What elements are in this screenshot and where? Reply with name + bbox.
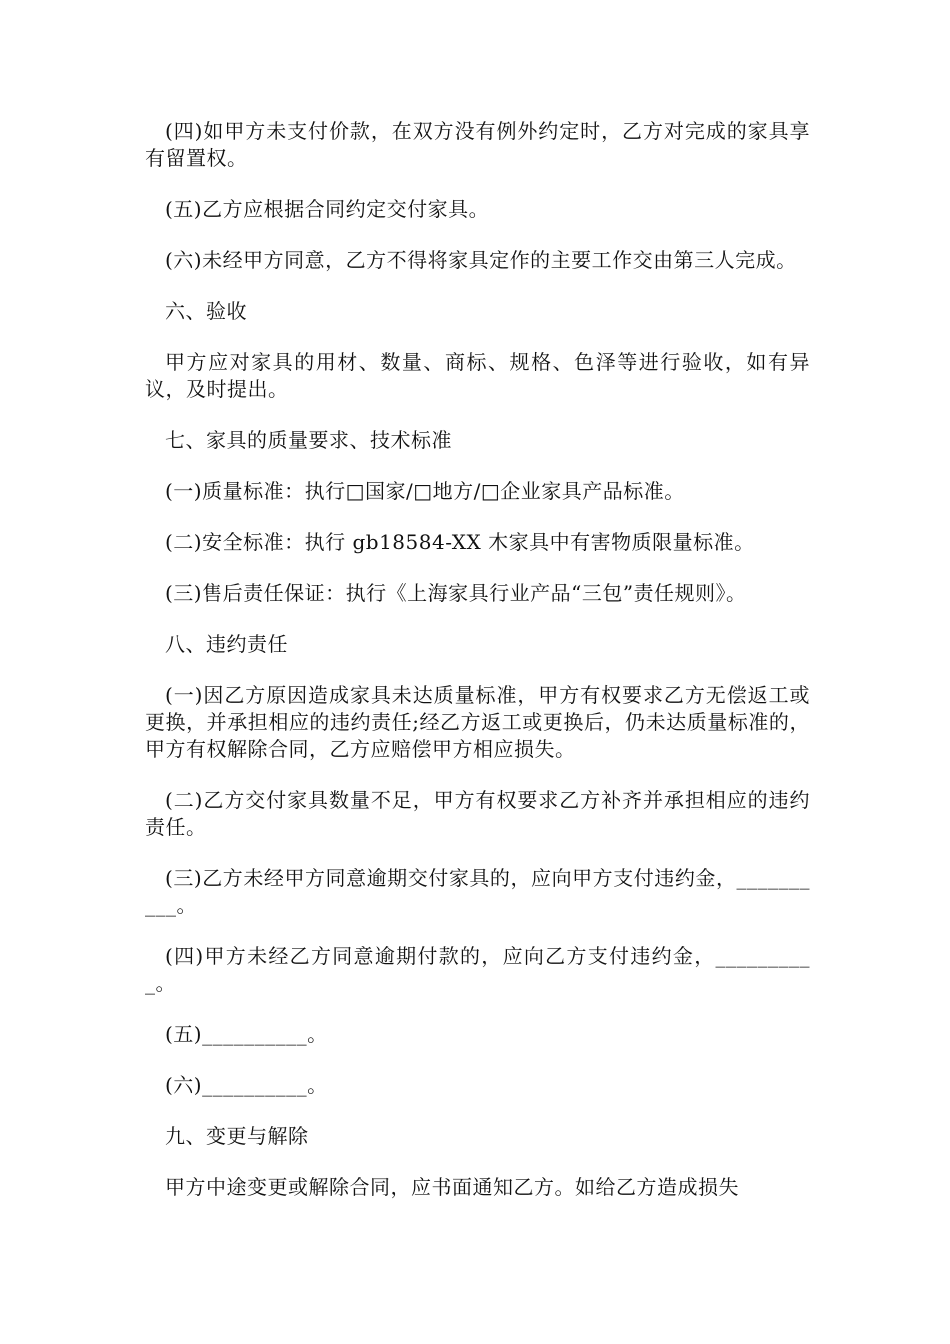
paragraph-liability-1: (一)因乙方原因造成家具未达质量标准，甲方有权要求乙方无偿返工或更换，并承担相应的违约责任;经乙方返工或更换后，仍未达质量标准的，甲方有权解除合同，乙方应赔偿甲方相应损失。 (145, 683, 810, 761)
section-heading-liability: 八、违约责任 (165, 632, 288, 656)
paragraph-safety-standard: (二)安全标准：执行 gb18584-XX 木家具中有害物质限量标准。 (165, 530, 755, 554)
section-heading-change-termination: 九、变更与解除 (165, 1124, 309, 1148)
paragraph-liability-6: (六)__________。 (165, 1073, 328, 1097)
document-page (145, 118, 810, 1225)
paragraph-quality-standard: (一)质量标准：执行□国家/□地方/□企业家具产品标准。 (165, 479, 685, 503)
paragraph-liability-2: (二)乙方交付家具数量不足，甲方有权要求乙方补齐并承担相应的违约责任。 (145, 788, 810, 839)
paragraph-clause-5-delivery: (五)乙方应根据合同约定交付家具。 (165, 197, 490, 221)
paragraph-acceptance: 甲方应对家具的用材、数量、商标、规格、色泽等进行验收，如有异议，及时提出。 (145, 350, 810, 401)
paragraph-after-sales: (三)售后责任保证：执行《上海家具行业产品“三包”责任规则》。 (165, 581, 747, 605)
paragraph-clause-6-subcontract: (六)未经甲方同意，乙方不得将家具定作的主要工作交由第三人完成。 (165, 248, 797, 272)
section-heading-acceptance: 六、验收 (165, 299, 247, 323)
paragraph-liability-3: (三)乙方未经甲方同意逾期交付家具的，应向甲方支付违约金，__________。 (145, 866, 810, 917)
paragraph-liability-5: (五)__________。 (165, 1022, 328, 1046)
paragraph-change-termination: 甲方中途变更或解除合同，应书面通知乙方。如给乙方造成损失 (165, 1175, 739, 1199)
paragraph-clause-4-lien: (四)如甲方未支付价款，在双方没有例外约定时，乙方对完成的家具享有留置权。 (145, 119, 810, 170)
paragraph-liability-4: (四)甲方未经乙方同意逾期付款的，应向乙方支付违约金，__________。 (145, 944, 810, 995)
section-heading-quality: 七、家具的质量要求、技术标准 (165, 428, 452, 452)
